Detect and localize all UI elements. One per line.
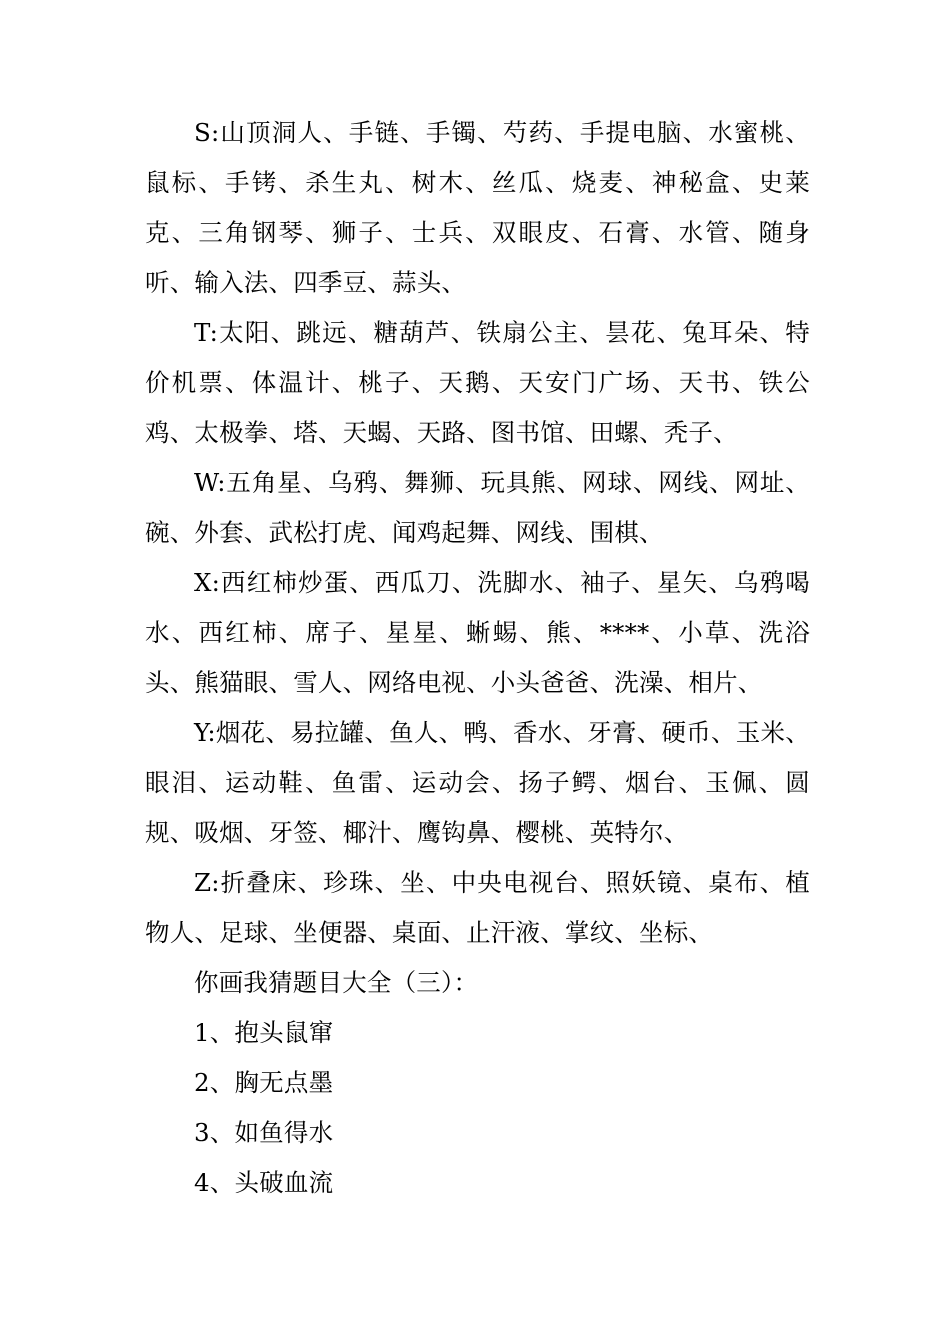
paragraph-t-words: T:太阳、跳远、糖葫芦、铁扇公主、昙花、兔耳朵、特价机票、体温计、桃子、天鹅、天安门广场、天书、铁公鸡、太极拳、塔、天蝎、天路、图书馆、田螺、秃子、 [145, 318, 810, 447]
paragraph-z-words: Z:折叠床、珍珠、坐、中央电视台、照妖镜、桌布、植物人、足球、坐便器、桌面、止汗液、掌纹、坐标、 [145, 868, 810, 947]
paragraph-w-words: W:五角星、乌鸦、舞狮、玩具熊、网球、网线、网址、碗、外套、武松打虎、闻鸡起舞、网线、围棋、 [145, 468, 810, 547]
paragraph-y-words: Y:烟花、易拉罐、鱼人、鸭、香水、牙膏、硬币、玉米、眼泪、运动鞋、鱼雷、运动会、扬子鳄、烟台、玉佩、圆规、吸烟、牙签、椰汁、鹰钩鼻、樱桃、英特尔、 [145, 718, 810, 847]
list-item: 3、如鱼得水 [194, 1118, 334, 1147]
list-item: 2、胸无点墨 [194, 1068, 334, 1097]
list-item: 4、头破血流 [194, 1168, 334, 1197]
document-body [145, 108, 810, 1208]
paragraph-s-words: S:山顶洞人、手链、手镯、芍药、手提电脑、水蜜桃、鼠标、手铐、杀生丸、树木、丝瓜、烧麦、神秘盒、史莱克、三角钢琴、狮子、士兵、双眼皮、石膏、水管、随身听、输入法、四季豆、蒜头、 [145, 118, 810, 297]
paragraph-x-words: X:西红柿炒蛋、西瓜刀、洗脚水、袖子、星矢、乌鸦喝水、西红柿、席子、星星、蜥蜴、熊、****、小草、洗浴头、熊猫眼、雪人、网络电视、小头爸爸、洗澡、相片、 [145, 568, 810, 697]
section-heading: 你画我猜题目大全（三）： [194, 968, 479, 997]
list-item: 1、抱头鼠窜 [194, 1018, 334, 1047]
